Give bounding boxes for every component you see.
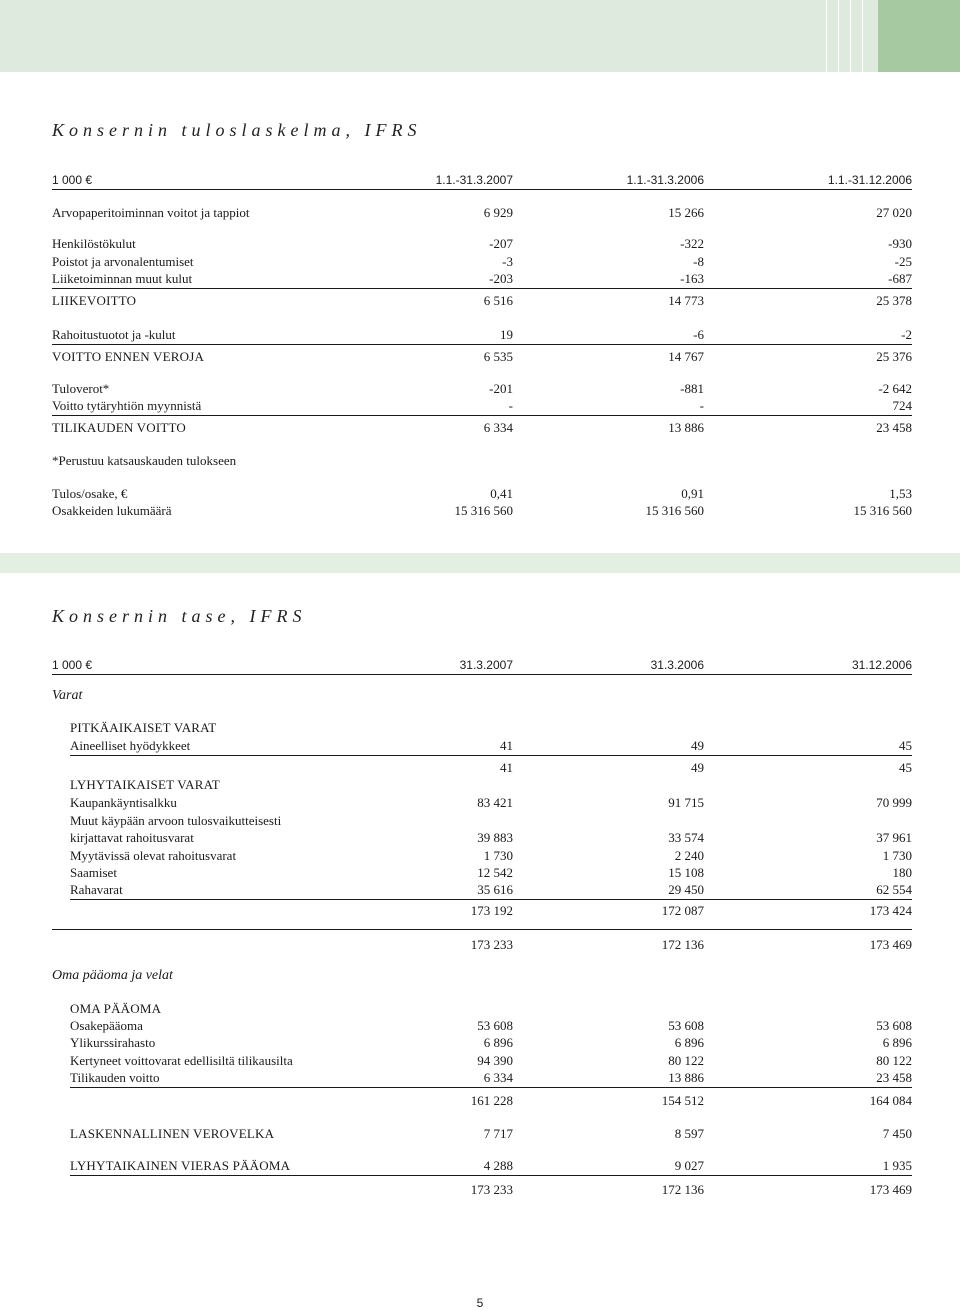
period-header: 1.1.-31.3.2006 (626, 173, 704, 187)
total-row (52, 937, 912, 953)
footnote-text: *Perustuu katsauskauden tulokseen (52, 453, 237, 468)
cell-value: 6 896 (882, 1035, 912, 1050)
cell-value: 80 122 (876, 1053, 912, 1068)
row-label: Tuloverot* (52, 381, 110, 396)
cell-value: 70 999 (876, 795, 912, 810)
balance-header-row (52, 657, 912, 673)
cell-value: 4 288 (483, 1158, 513, 1173)
cell-value: 173 233 (470, 1182, 513, 1197)
cell-value: -881 (680, 381, 704, 396)
table-row (52, 293, 912, 309)
group-heading (52, 1001, 912, 1017)
row-label: Osakepääoma (70, 1018, 143, 1033)
subtotal-row (52, 1093, 912, 1109)
cell-value: 39 883 (477, 830, 513, 845)
cell-value: 173 424 (869, 903, 912, 918)
cell-value: 14 767 (668, 349, 704, 364)
table-row (52, 1053, 912, 1069)
unit-label: 1 000 € (52, 173, 93, 187)
cell-value: 6 535 (483, 349, 513, 364)
group-heading (52, 720, 912, 736)
cell-value: 35 616 (477, 882, 513, 897)
cell-value: 53 608 (477, 1018, 513, 1033)
cell-value: 41 (500, 738, 513, 753)
cell-value: 91 715 (668, 795, 704, 810)
cell-value: 7 450 (882, 1126, 912, 1141)
period-header: 1.1.-31.3.2007 (435, 173, 513, 187)
cell-value: -203 (489, 271, 513, 286)
income-header-row (52, 172, 912, 188)
cell-value: - (508, 398, 513, 413)
row-label: TILIKAUDEN VOITTO (52, 420, 186, 435)
cell-value: 13 886 (668, 420, 704, 435)
cell-value: - (699, 398, 704, 413)
row-rule (52, 288, 912, 289)
table-row (52, 205, 912, 221)
cell-value: 45 (899, 738, 912, 753)
header-band (0, 0, 960, 72)
table-row (52, 830, 912, 846)
table-row (52, 327, 912, 343)
cell-value: 6 929 (483, 205, 513, 220)
table-row (52, 738, 912, 754)
cell-value: -2 (901, 327, 912, 342)
row-rule (70, 755, 912, 756)
table-row (52, 236, 912, 252)
cell-value: -930 (888, 236, 912, 251)
row-label: Poistot ja arvonalentumiset (52, 254, 194, 269)
cell-value: 1 935 (882, 1158, 912, 1173)
cell-value: 49 (691, 738, 704, 753)
assets-section-label: Varat (52, 688, 83, 703)
cell-value: 172 136 (661, 1182, 704, 1197)
row-rule (52, 415, 912, 416)
band-stripe (850, 0, 851, 72)
row-rule (70, 1175, 912, 1176)
cell-value: 12 542 (477, 865, 513, 880)
cell-value: 29 450 (668, 882, 704, 897)
cell-value: -322 (680, 236, 704, 251)
cell-value: 6 896 (483, 1035, 513, 1050)
date-header: 31.3.2006 (650, 658, 704, 672)
cell-value: 37 961 (876, 830, 912, 845)
income-statement-title: Konsernin tuloslaskelma, IFRS (52, 120, 422, 140)
cell-value: 724 (892, 398, 912, 413)
cell-value: 14 773 (668, 293, 704, 308)
row-rule (70, 1087, 912, 1088)
cell-value: 53 608 (668, 1018, 704, 1033)
row-label: LYHYTAIKAISET VARAT (70, 777, 220, 792)
row-rule (70, 899, 912, 900)
table-row (52, 882, 912, 898)
row-label: Rahoitustuotot ja -kulut (52, 327, 176, 342)
balance-sheet-title: Konsernin tase, IFRS (52, 606, 307, 626)
row-label: Aineelliset hyödykkeet (70, 738, 191, 753)
cell-value: -2 642 (878, 381, 912, 396)
table-row (52, 795, 912, 811)
cell-value: 15 266 (668, 205, 704, 220)
header-rule (52, 189, 912, 190)
header-rule (52, 674, 912, 675)
row-label: Henkilöstökulut (52, 236, 136, 251)
row-rule (52, 344, 912, 345)
date-header: 31.12.2006 (851, 658, 912, 672)
total-row (52, 1182, 912, 1198)
row-label: Rahavarat (70, 882, 123, 897)
cell-value: 25 376 (876, 349, 912, 364)
cell-value: 33 574 (668, 830, 704, 845)
row-label: LYHYTAIKAINEN VIERAS PÄÄOMA (70, 1158, 291, 1173)
row-label: Myytävissä olevat rahoitusvarat (70, 848, 237, 863)
row-label: LIIKEVOITTO (52, 293, 137, 308)
table-row (52, 271, 912, 287)
table-row (52, 381, 912, 397)
band-stripe (862, 0, 863, 72)
cell-value: 173 469 (869, 1182, 912, 1197)
row-label: Tilikauden voitto (70, 1070, 160, 1085)
cell-value: -25 (894, 254, 912, 269)
table-row (52, 420, 912, 436)
row-label: Voitto tytäryhtiön myynnistä (52, 398, 202, 413)
table-row (52, 486, 912, 502)
group-heading (52, 777, 912, 793)
cell-value: 49 (691, 760, 704, 775)
page-number: 5 (476, 1296, 484, 1310)
cell-value: 9 027 (674, 1158, 704, 1173)
cell-value: 94 390 (477, 1053, 513, 1068)
cell-value: -3 (502, 254, 513, 269)
cell-value: 164 084 (869, 1093, 912, 1108)
row-label: Tulos/osake, € (52, 486, 128, 501)
cell-value: 62 554 (876, 882, 912, 897)
band-accent (878, 0, 960, 72)
cell-value: -163 (680, 271, 704, 286)
cell-value: 80 122 (668, 1053, 704, 1068)
cell-value: 173 192 (470, 903, 513, 918)
table-row (52, 813, 912, 829)
total-rule (52, 929, 912, 930)
subtotal-row (52, 903, 912, 919)
equity-section-label: Oma pääoma ja velat (52, 968, 173, 983)
date-header: 31.3.2007 (459, 658, 513, 672)
row-label: kirjattavat rahoitusvarat (70, 830, 194, 845)
cell-value: 172 087 (661, 903, 704, 918)
cell-value: 45 (899, 760, 912, 775)
table-row (52, 398, 912, 414)
cell-value: 6 334 (483, 1070, 513, 1085)
row-label: OMA PÄÄOMA (70, 1001, 162, 1016)
cell-value: 27 020 (876, 205, 912, 220)
cell-value: 154 512 (661, 1093, 704, 1108)
cell-value: 173 469 (869, 937, 912, 952)
row-label: PITKÄAIKAISET VARAT (70, 720, 217, 735)
row-label: Kertyneet voittovarat edellisiltä tilikausilta (70, 1053, 293, 1068)
band-stripe (838, 0, 839, 72)
cell-value: 23 458 (876, 1070, 912, 1085)
row-label: Arvopaperitoiminnan voitot ja tappiot (52, 205, 250, 220)
cell-value: 53 608 (876, 1018, 912, 1033)
table-row (52, 254, 912, 270)
table-row (52, 1018, 912, 1034)
cell-value: 1 730 (483, 848, 513, 863)
cell-value: 172 136 (661, 937, 704, 952)
cell-value: -201 (489, 381, 513, 396)
cell-value: 25 378 (876, 293, 912, 308)
section-divider-band (0, 553, 960, 573)
table-row (52, 503, 912, 519)
row-label: Saamiset (70, 865, 117, 880)
table-row (52, 1035, 912, 1051)
footnote (52, 453, 912, 469)
cell-value: 83 421 (477, 795, 513, 810)
cell-value: 15 316 560 (853, 503, 912, 518)
row-label: Osakkeiden lukumäärä (52, 503, 172, 518)
row-label: Ylikurssirahasto (70, 1035, 156, 1050)
cell-value: -207 (489, 236, 513, 251)
cell-value: 6 516 (483, 293, 513, 308)
cell-value: 15 316 560 (454, 503, 513, 518)
cell-value: 0,91 (681, 486, 704, 501)
row-label: VOITTO ENNEN VEROJA (52, 349, 205, 364)
period-header: 1.1.-31.12.2006 (827, 173, 912, 187)
table-row (52, 1158, 912, 1174)
cell-value: 0,41 (490, 486, 513, 501)
cell-value: -687 (888, 271, 912, 286)
cell-value: 1 730 (882, 848, 912, 863)
cell-value: 7 717 (483, 1126, 513, 1141)
row-label: Muut käypään arvoon tulosvaikutteisesti (70, 813, 282, 828)
unit-label: 1 000 € (52, 658, 93, 672)
row-label: Liiketoiminnan muut kulut (52, 271, 193, 286)
table-row (52, 1070, 912, 1086)
cell-value: 15 108 (668, 865, 704, 880)
table-row (52, 865, 912, 881)
table-row (52, 848, 912, 864)
cell-value: 6 334 (483, 420, 513, 435)
table-row (52, 349, 912, 365)
cell-value: -6 (693, 327, 704, 342)
cell-value: 15 316 560 (645, 503, 704, 518)
cell-value: 41 (500, 760, 513, 775)
cell-value: 2 240 (674, 848, 704, 863)
cell-value: 161 228 (470, 1093, 513, 1108)
cell-value: 1,53 (889, 486, 912, 501)
cell-value: 19 (500, 327, 513, 342)
cell-value: 173 233 (470, 937, 513, 952)
cell-value: 180 (892, 865, 912, 880)
cell-value: 13 886 (668, 1070, 704, 1085)
band-stripe (826, 0, 827, 72)
cell-value: 6 896 (674, 1035, 704, 1050)
cell-value: -8 (693, 254, 704, 269)
cell-value: 8 597 (674, 1126, 704, 1141)
row-label: Kaupankäyntisalkku (70, 795, 177, 810)
cell-value: 23 458 (876, 420, 912, 435)
table-row (52, 1126, 912, 1142)
row-label: LASKENNALLINEN VEROVELKA (70, 1126, 275, 1141)
subtotal-row (52, 760, 912, 776)
